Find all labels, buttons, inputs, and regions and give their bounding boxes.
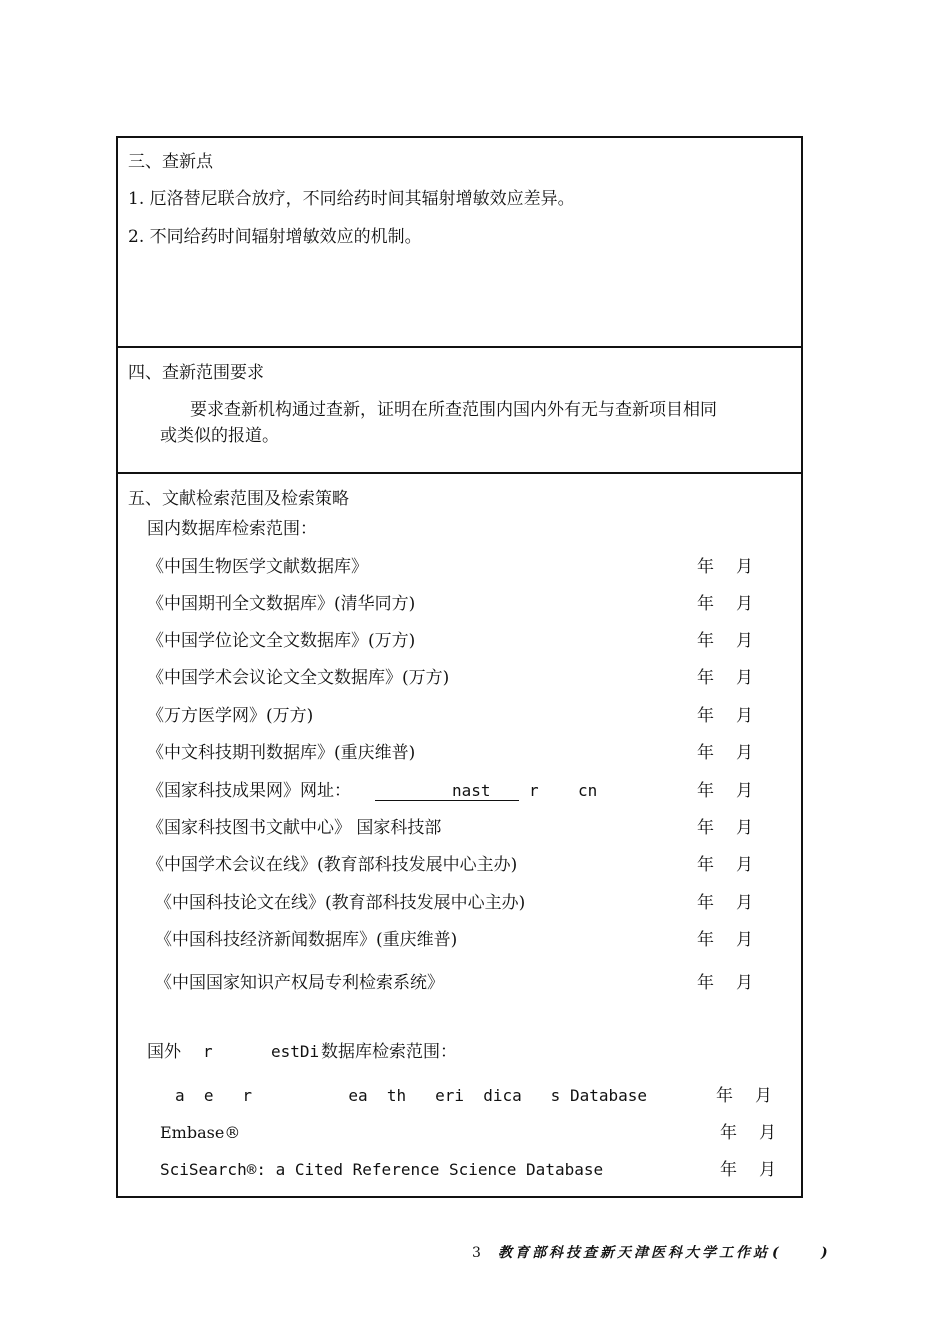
row-divider	[116, 346, 803, 348]
month-label: 月	[759, 1123, 776, 1143]
year-label: 年	[697, 973, 714, 993]
year-label: 年	[697, 706, 714, 726]
novelty-point: 1. 厄洛替尼联合放疗，不同给药时间其辐射增敏效应差异。	[128, 189, 575, 209]
month-label: 月	[736, 818, 753, 838]
database-name: 《国家科技成果网》网址：	[147, 781, 351, 801]
month-label: 月	[736, 930, 753, 950]
month-label: 月	[736, 631, 753, 651]
database-name: 《中国学术会议在线》(教育部科技发展中心主办)	[147, 855, 518, 875]
database-name: 《国家科技图书文献中心》 国家科技部	[147, 818, 442, 838]
database-name: 《中文科技期刊数据库》(重庆维普)	[147, 743, 416, 763]
novelty-point: 2. 不同给药时间辐射增敏效应的机制。	[128, 227, 422, 247]
database-name: 《中国科技论文在线》(教育部科技发展中心主办)	[155, 893, 526, 913]
footer-parentheses: ( )	[772, 1245, 831, 1261]
database-name: 《中国学位论文全文数据库》(万方)	[147, 631, 416, 651]
domestic-databases-label: 国内数据库检索范围：	[147, 519, 317, 539]
database-name: 《中国期刊全文数据库》(清华同方)	[147, 594, 416, 614]
month-label: 月	[755, 1086, 772, 1106]
year-label: 年	[697, 631, 714, 651]
month-label: 月	[736, 973, 753, 993]
month-label: 月	[736, 706, 753, 726]
url-fragment: r	[529, 781, 539, 800]
month-label: 月	[736, 893, 753, 913]
year-label: 年	[697, 818, 714, 838]
year-label: 年	[697, 668, 714, 688]
database-name: 《中国生物医学文献数据库》	[147, 557, 368, 577]
year-label: 年	[716, 1086, 733, 1106]
year-label: 年	[720, 1123, 737, 1143]
section-five-heading: 五、文献检索范围及检索策略	[128, 489, 349, 509]
form-table	[116, 136, 803, 1198]
year-label: 年	[697, 781, 714, 801]
month-label: 月	[736, 668, 753, 688]
section-three-heading: 三、查新点	[128, 152, 213, 172]
scope-requirement-line: 或类似的报道。	[160, 426, 279, 446]
page-number: 3	[472, 1245, 481, 1261]
month-label: 月	[736, 557, 753, 577]
database-name: a e r ea th eri dica s Database	[175, 1086, 648, 1105]
footer-title: 教育部科技查新天津医科大学工作站	[498, 1245, 770, 1261]
url-fragment: cn	[578, 781, 598, 800]
section-four-heading: 四、查新范围要求	[128, 363, 264, 383]
year-label: 年	[697, 893, 714, 913]
month-label: 月	[759, 1160, 776, 1180]
database-name: 《万方医学网》(万方)	[147, 706, 314, 726]
row-divider	[116, 472, 803, 474]
month-label: 月	[736, 781, 753, 801]
year-label: 年	[697, 930, 714, 950]
url-fragment: nast	[452, 781, 491, 800]
year-label: 年	[697, 743, 714, 763]
url-underline	[375, 800, 519, 801]
database-name: Embase®	[160, 1123, 241, 1142]
month-label: 月	[736, 855, 753, 875]
database-name: 《中国国家知识产权局专利检索系统》	[155, 973, 444, 993]
month-label: 月	[736, 743, 753, 763]
database-name: 《中国学术会议论文全文数据库》(万方)	[147, 668, 450, 688]
year-label: 年	[697, 557, 714, 577]
year-label: 年	[720, 1160, 737, 1180]
month-label: 月	[736, 594, 753, 614]
year-label: 年	[697, 855, 714, 875]
database-name: 《中国科技经济新闻数据库》(重庆维普)	[155, 930, 458, 950]
year-label: 年	[697, 594, 714, 614]
database-name: SciSearch®: a Cited Reference Science Database	[160, 1160, 604, 1179]
scope-requirement-line: 要求查新机构通过查新，证明在所查范围内国内外有无与查新项目相同	[190, 400, 717, 420]
